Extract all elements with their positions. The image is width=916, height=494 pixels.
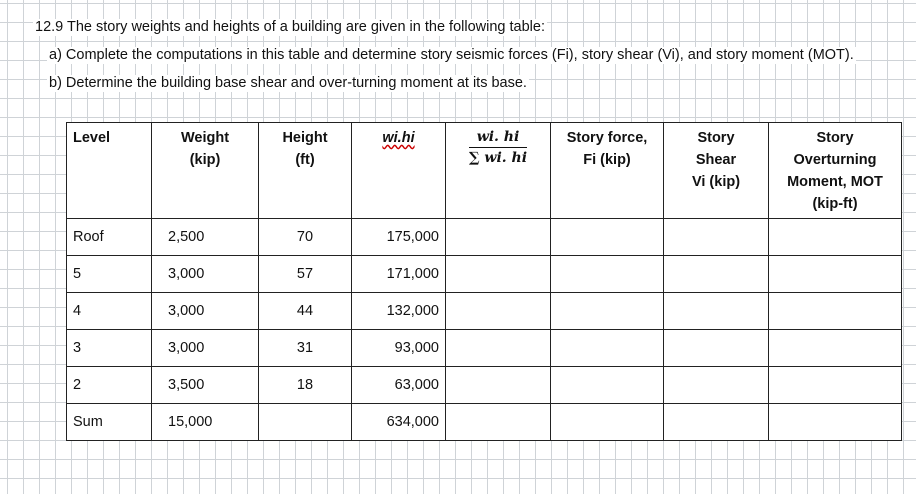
header-row (67, 123, 902, 219)
cell-story-moment[interactable] (769, 367, 902, 404)
cell-sum-force[interactable] (551, 404, 664, 441)
cell-level: 2 (67, 367, 152, 404)
cell-sum-ratio[interactable] (446, 404, 551, 441)
cell-story-moment[interactable] (769, 256, 902, 293)
cell-story-shear[interactable] (664, 367, 769, 404)
cell-weight: 3,000 (152, 256, 259, 293)
cell-story-shear[interactable] (664, 330, 769, 367)
header-weight: Weight (kip) (152, 123, 259, 219)
cell-weight: 3,500 (152, 367, 259, 404)
header-story-shear: Story Shear Vi (kip) (664, 123, 769, 219)
cell-height: 44 (259, 293, 352, 330)
cell-story-force[interactable] (551, 330, 664, 367)
cell-weight: 3,000 (152, 330, 259, 367)
part-b-text: b) Determine the building base shear and over-turning moment at its base. (49, 75, 527, 91)
ratio-numerator: wi. hi (469, 127, 527, 148)
cell-weight: 2,500 (152, 219, 259, 256)
cell-story-force[interactable] (551, 256, 664, 293)
story-table (66, 122, 902, 441)
cell-ratio[interactable] (446, 330, 551, 367)
cell-story-shear[interactable] (664, 256, 769, 293)
cell-story-force[interactable] (551, 293, 664, 330)
table-row (67, 293, 902, 330)
header-ratio (446, 123, 551, 219)
cell-ratio[interactable] (446, 256, 551, 293)
header-story-force: Story force, Fi (kip) (551, 123, 664, 219)
cell-sum-weight: 15,000 (152, 404, 259, 441)
table-row (67, 330, 902, 367)
cell-wh: 171,000 (352, 256, 446, 293)
table-row (67, 256, 902, 293)
cell-level: 4 (67, 293, 152, 330)
cell-story-force[interactable] (551, 219, 664, 256)
header-level: Level (67, 123, 152, 219)
cell-sum-moment[interactable] (769, 404, 902, 441)
cell-height: 31 (259, 330, 352, 367)
cell-story-force[interactable] (551, 367, 664, 404)
table-row (67, 219, 902, 256)
cell-wh: 132,000 (352, 293, 446, 330)
problem-statement: 12.9 The story weights and heights of a building are given in the following table: (35, 19, 545, 35)
cell-level: 3 (67, 330, 152, 367)
sum-row (67, 404, 902, 441)
cell-wh: 63,000 (352, 367, 446, 404)
cell-ratio[interactable] (446, 293, 551, 330)
cell-ratio[interactable] (446, 219, 551, 256)
cell-sum-shear[interactable] (664, 404, 769, 441)
header-story-moment: Story Overturning Moment, MOT (kip-ft) (769, 123, 902, 219)
cell-story-shear[interactable] (664, 293, 769, 330)
cell-level: Roof (67, 219, 152, 256)
cell-weight: 3,000 (152, 293, 259, 330)
cell-sum-wh: 634,000 (352, 404, 446, 441)
cell-height: 57 (259, 256, 352, 293)
cell-story-moment[interactable] (769, 330, 902, 367)
table-row (67, 367, 902, 404)
cell-level: 5 (67, 256, 152, 293)
cell-height: 70 (259, 219, 352, 256)
cell-story-moment[interactable] (769, 293, 902, 330)
cell-sum-label: Sum (67, 404, 152, 441)
cell-height: 18 (259, 367, 352, 404)
cell-ratio[interactable] (446, 367, 551, 404)
cell-story-shear[interactable] (664, 219, 769, 256)
cell-wh: 175,000 (352, 219, 446, 256)
header-wh: wi.hi (352, 123, 446, 219)
cell-sum-height[interactable] (259, 404, 352, 441)
cell-story-moment[interactable] (769, 219, 902, 256)
ratio-denominator: ∑ wi. hi (468, 150, 528, 166)
cell-wh: 93,000 (352, 330, 446, 367)
header-height: Height (ft) (259, 123, 352, 219)
part-a-text: a) Complete the computations in this table and determine story seismic forces (Fi), story shear (Vi), and story moment (MOT). (49, 47, 854, 63)
